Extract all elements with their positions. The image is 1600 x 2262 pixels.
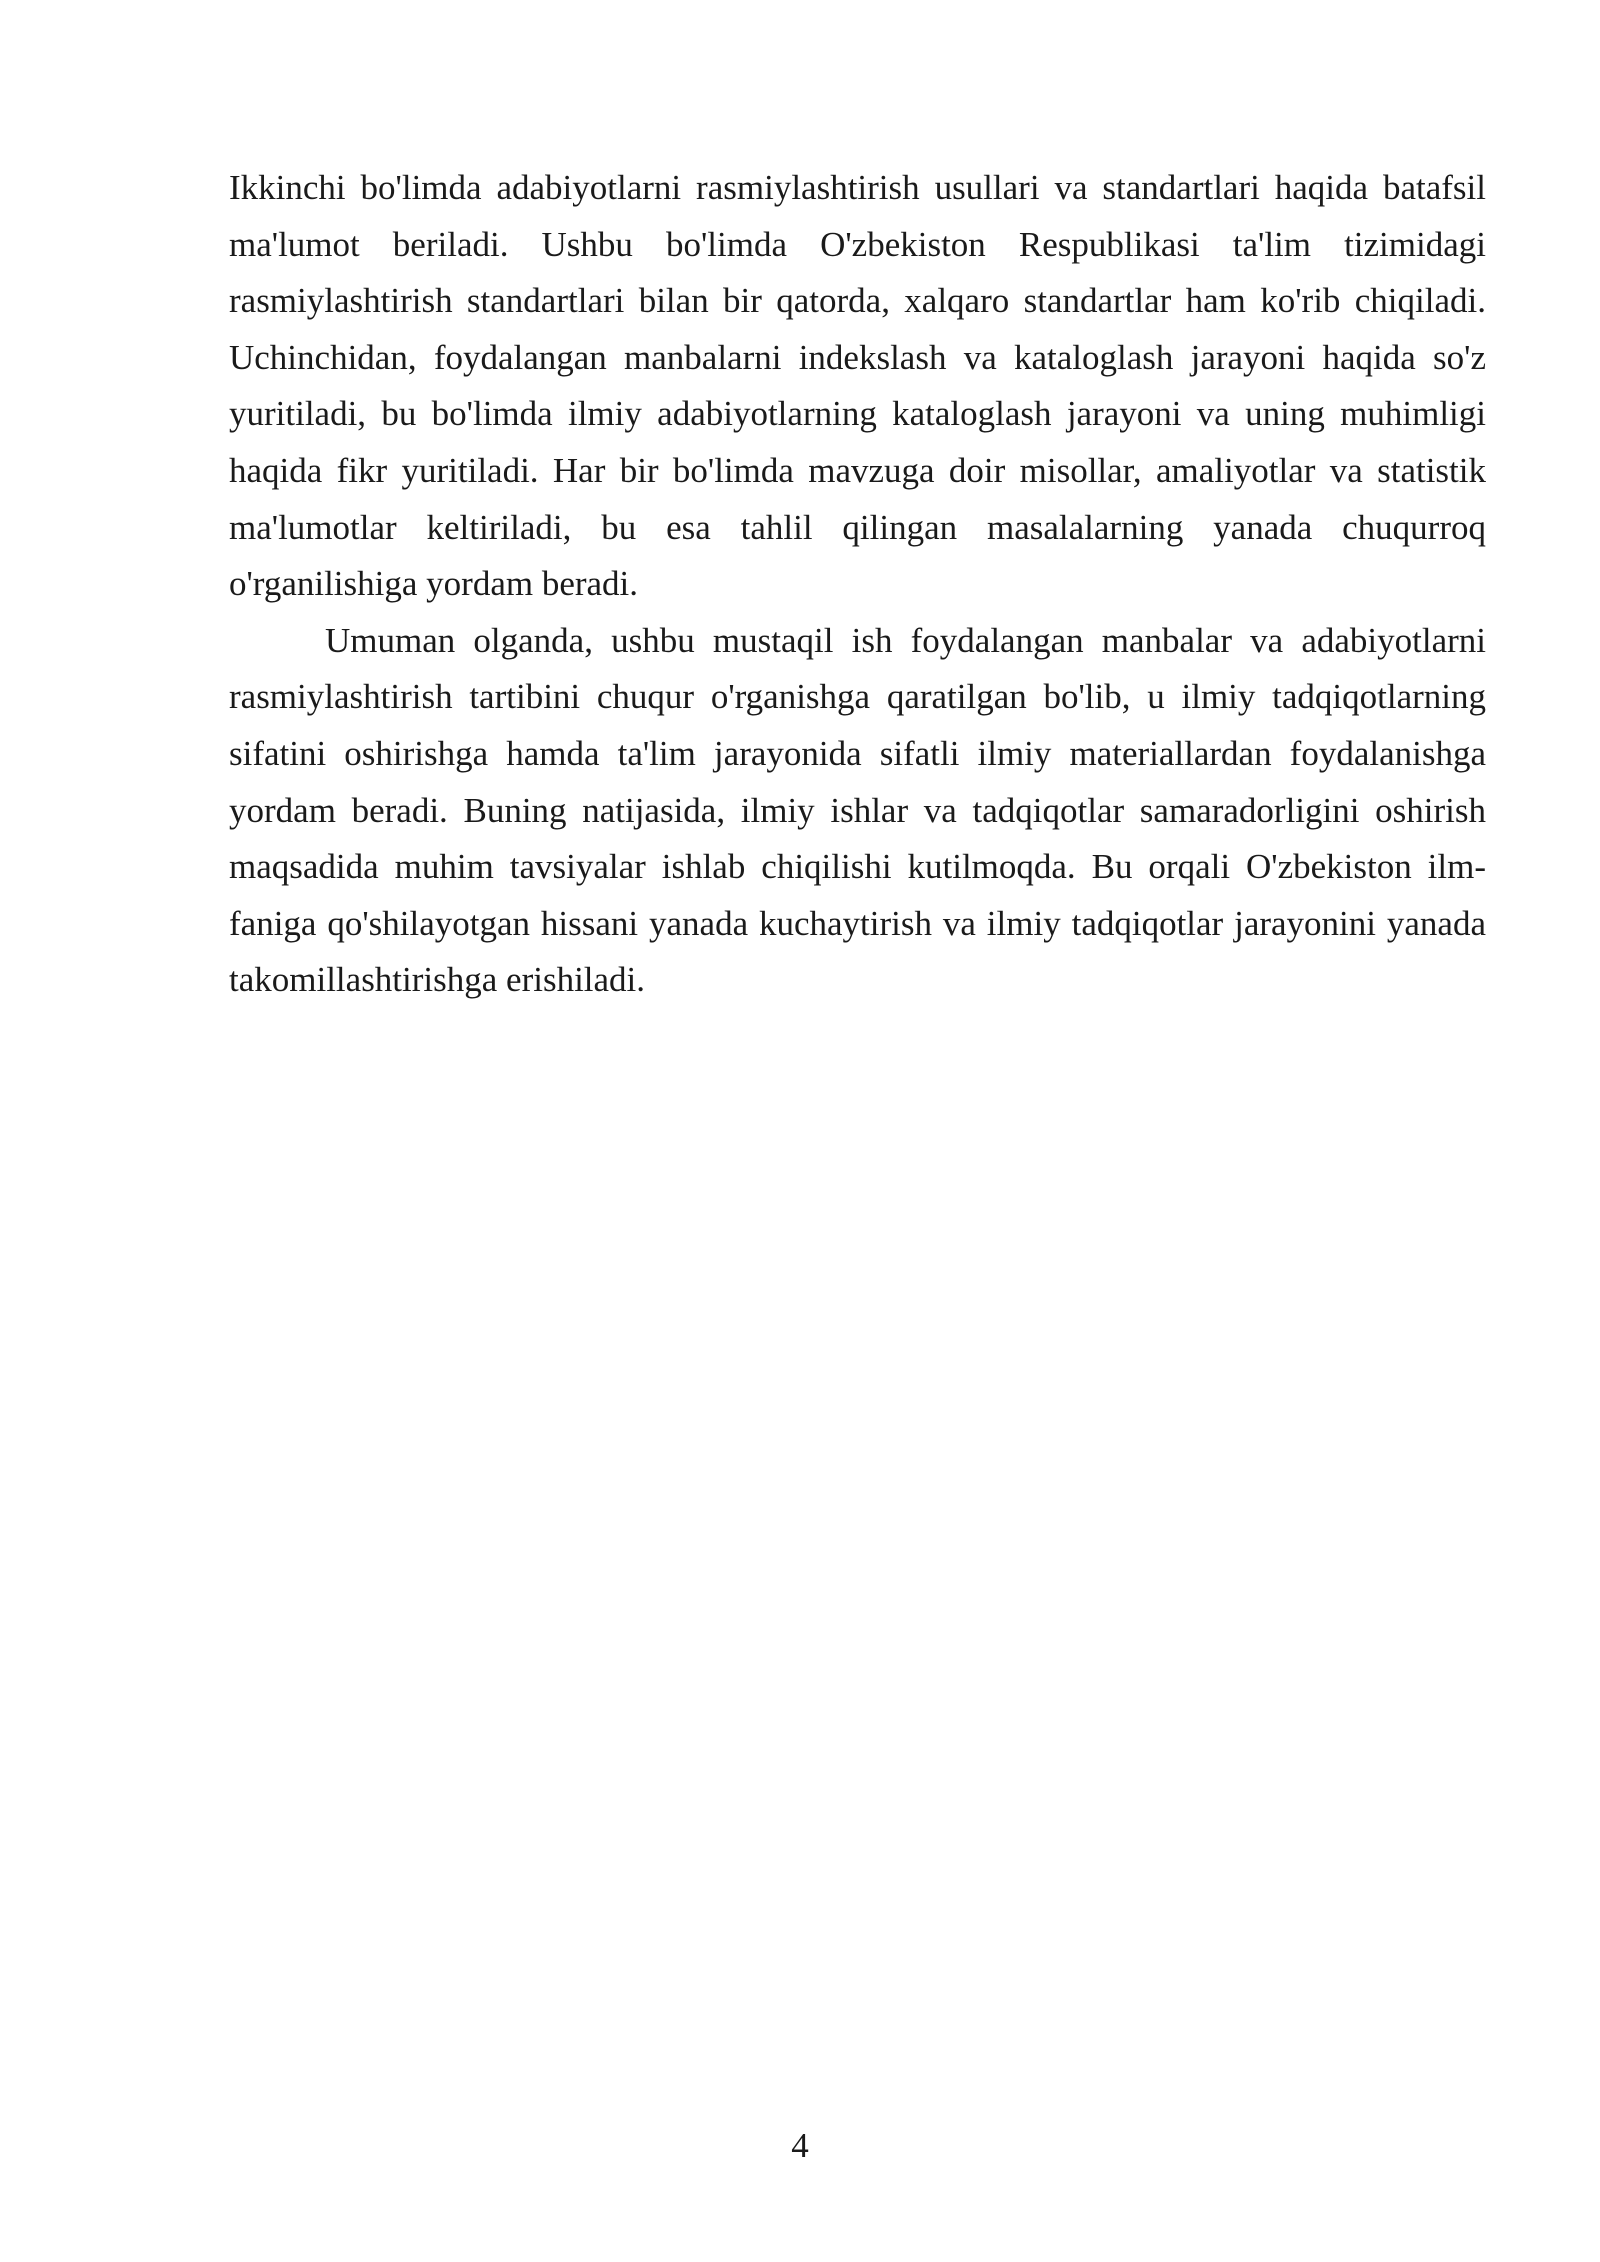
paragraph-conclusion-summary: Umuman olganda, ushbu mustaqil ish foydalangan manbalar va adabiyotlarni rasmiylashtirish tartibini chuqur o'rganishga qaratilgan bo'lib, u ilmiy tadqiqotlarning sifatini oshirishga hamda ta'lim jarayonida sifatli ilmiy materiallardan foydalanishga yordam beradi. Buning natijasida, ilmiy ishlar va tadqiqotlar samaradorligini oshirish maqsadida muhim tavsiyalar ishlab chiqilishi kutilmoqda. Bu orqali O'zbekiston ilm-faniga qo'shilayotgan hissani yanada kuchaytirish va ilmiy tadqiqotlar jarayonini yanada takomillashtirishga erishiladi.	[229, 620, 1486, 1000]
paragraph-sections-overview: Ikkinchi bo'limda adabiyotlarni rasmiylashtirish usullari va standartlari haqida batafsil ma'lumot beriladi. Ushbu bo'limda O'zbekiston Respublikasi ta'lim tizimidagi rasmiylashtirish standartlari bilan bir qatorda, xalqaro standartlar ham ko'rib chiqiladi. Uchinchidan, foydalangan manbalarni indekslash va kataloglash jarayoni haqida so'z yuritiladi, bu bo'limda ilmiy adabiyotlarning kataloglash jarayoni va uning muhimligi haqida fikr yuritiladi. Har bir bo'limda mavzuga doir misollar, amaliyotlar va statistik ma'lumotlar keltiriladi, bu esa tahlil qilingan masalalarning yanada chuqurroq o'rganilishiga yordam beradi.	[229, 168, 1486, 604]
page-number: 4	[791, 2126, 809, 2165]
body-text	[229, 160, 1486, 1009]
